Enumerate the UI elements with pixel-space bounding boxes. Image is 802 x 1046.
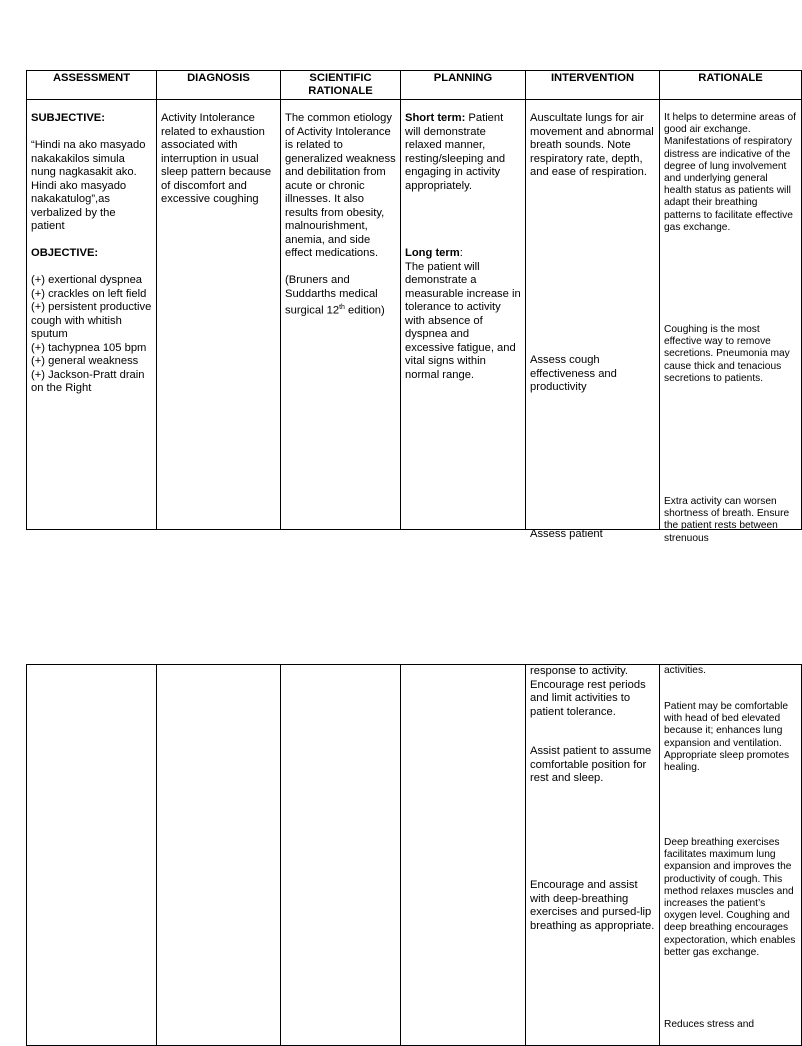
header-intervention: INTERVENTION xyxy=(526,71,660,100)
care-plan-table-page-2 xyxy=(26,664,802,1046)
care-plan-table-page-1 xyxy=(26,70,802,544)
long-term-colon: : xyxy=(459,247,463,259)
rationale-coughing: Coughing is the most effective way to remove secretions. Pneumonia may cause thick and tenacious secretions to patients. xyxy=(664,324,790,384)
diagnosis-cell xyxy=(157,100,281,530)
objective-text: (+) exertional dyspnea (+) crackles on left field (+) persistent productive cough with whitish sputum (+) tachypnea 105 bpm (+) general weakness (+) Jackson-Pratt drain on the Right xyxy=(31,274,152,394)
scientific-rationale-cell xyxy=(281,100,401,530)
diagnosis-text: Activity Intolerance related to exhaustion associated with interruption in usual sleep pattern because of discomfort and excessive coughing xyxy=(161,112,272,205)
scientific-rationale-text: The common etiology of Activity Intolerance is related to generalized weakness and debilitation from acute or chronic illnesses. It also results from obesity, malnourishment, anemia, and side effect medications. xyxy=(285,112,396,259)
table-row xyxy=(27,665,802,1046)
short-term-label: Short term: xyxy=(405,112,466,124)
long-term-heading xyxy=(405,247,521,261)
intervention-cell xyxy=(526,100,660,540)
planning-cell-continued xyxy=(401,665,526,1046)
objective-label: OBJECTIVE: xyxy=(31,247,99,259)
assessment-cell-continued xyxy=(27,665,157,1046)
planning-cell xyxy=(401,100,526,530)
reference-superscript: th xyxy=(339,304,345,311)
scientific-rationale-cell-continued xyxy=(281,665,401,1046)
table-row xyxy=(27,100,802,530)
header-assessment: ASSESSMENT xyxy=(27,71,157,100)
header-rationale: RATIONALE xyxy=(660,71,802,100)
header-scientific-rationale-text: SCIENTIFIC RATIONALE xyxy=(308,72,373,97)
header-scientific-rationale xyxy=(281,71,401,100)
intervention-comfortable-position: Assist patient to assume comfortable position for rest and sleep. xyxy=(530,745,652,784)
rationale-cell-continued xyxy=(660,665,802,1046)
intervention-assess-patient: Assess patient xyxy=(530,528,603,540)
rationale-deep-breathing: Deep breathing exercises facilitates maximum lung expansion and improves the productivity of cough. This method relaxes muscles and increases the patient’s oxygen level. Coughing and deep breathing encourages expectoration, which enables better gas exchange. xyxy=(664,837,796,958)
long-term-text: The patient will demonstrate a measurable increase in tolerance to activity with absence of dyspnea and excessive fatigue, and vital signs within normal range. xyxy=(405,260,521,381)
short-term-goal xyxy=(405,112,521,193)
rationale-activities: activities. xyxy=(664,665,706,676)
rationale-air-exchange: It helps to determine areas of good air exchange. Manifestations of respiratory distress are indicative of the degree of lung involvement and underlying general health status as patients will adapt their breathing patterns to facilitate effective gas exchange. xyxy=(664,112,796,233)
header-planning: PLANNING xyxy=(401,71,526,100)
rationale-head-elevated: Patient may be comfortable with head of bed elevated because it; enhances lung expansion and ventilation. Appropriate sleep promotes healing. xyxy=(664,701,790,774)
reference-main: (Bruners and Suddarths medical surgical 12 xyxy=(285,274,378,317)
subjective-label: SUBJECTIVE: xyxy=(31,112,105,124)
intervention-auscultate: Auscultate lungs for air movement and abnormal breath sounds. Note respiratory rate, depth, and ease of respiration. xyxy=(530,112,654,178)
rationale-cell xyxy=(660,100,802,544)
subjective-text: “Hindi na ako masyado nakakakilos simula nung nagkasakit ako. Hindi ako masyado nakakatulog”,as verbalized by the patient xyxy=(31,139,146,232)
assessment-cell xyxy=(27,100,157,530)
rationale-reduces-stress: Reduces stress and xyxy=(664,1019,755,1030)
rationale-extra-activity: Extra activity can worsen shortness of breath. Ensure the patient rests between strenuous xyxy=(664,496,790,544)
short-term-text: Patient will demonstrate relaxed manner, resting/sleeping and engaging in activity appropriately. xyxy=(405,112,506,192)
long-term-label: Long term xyxy=(405,247,460,259)
intervention-response-to-activity: response to activity. Encourage rest periods and limit activities to patient tolerance. xyxy=(530,665,646,718)
reference-edition: edition) xyxy=(344,304,385,317)
intervention-assess-cough: Assess cough effectiveness and productivity xyxy=(530,354,617,393)
diagnosis-cell-continued xyxy=(157,665,281,1046)
intervention-deep-breathing: Encourage and assist with deep-breathing exercises and pursed-lip breathing as appropriate. xyxy=(530,879,655,932)
header-diagnosis: DIAGNOSIS xyxy=(157,71,281,100)
intervention-cell-continued xyxy=(526,665,660,1046)
table-header-row xyxy=(27,71,802,100)
reference-text xyxy=(285,274,396,318)
